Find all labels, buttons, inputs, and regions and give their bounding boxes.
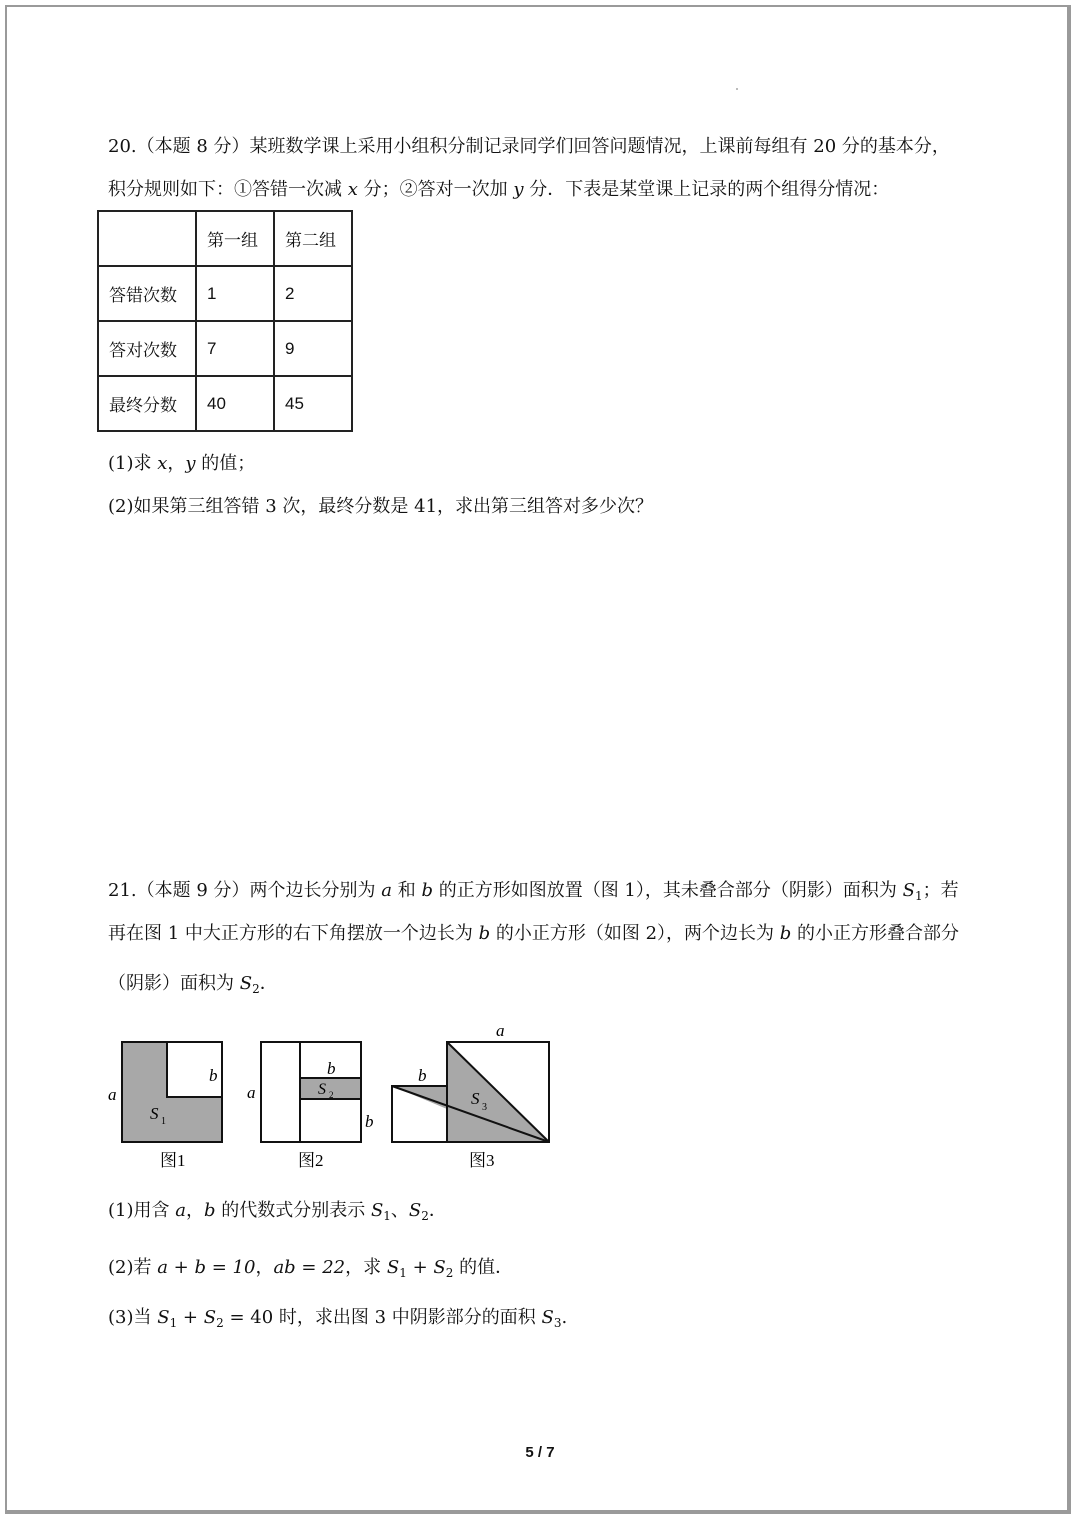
table-row-label: 答对次数 — [98, 321, 196, 376]
figure-3 — [392, 1024, 549, 1170]
label-s3-sub: 3 — [482, 1102, 487, 1113]
table-row-label: 最终分数 — [98, 376, 196, 431]
q20-sub2: (2)如果第三组答错 3 次，最终分数是 41，求出第三组答对多少次？ — [108, 496, 654, 517]
page-number: 5 / 7 — [525, 1444, 555, 1461]
fig2-caption: 图2 — [298, 1151, 324, 1170]
table-cell: 45 — [274, 376, 352, 431]
table-cell: 40 — [196, 376, 274, 431]
table-row — [98, 266, 352, 321]
label-s1: S — [150, 1104, 159, 1123]
table-cell: 1 — [196, 266, 274, 321]
fig3-caption: 图3 — [469, 1151, 495, 1170]
label-b: b — [418, 1066, 427, 1085]
label-s2-sub: 2 — [329, 1090, 334, 1100]
q20-line2: 积分规则如下：①答错一次减 x 分；②答对一次加 y 分．下表是某堂课上记录的两个组得分情况： — [108, 179, 890, 200]
q20-sub1: (1)求 x，y 的值； — [108, 453, 256, 474]
q21-sub3: (3)当 $S_1 + S_2 = 40$ 时，求出图 3 中阴影部分的面积 $S_3$. — [108, 1307, 568, 1330]
table-cell: 2 — [274, 266, 352, 321]
q21-line2: 再在图 1 中大正方形的右下角摆放一个边长为 b 的小正方形（如图 2），两个边长为 b 的小正方形叠合部分 — [108, 923, 960, 944]
q21-sub2: (2)若 a + b = 10，ab = 22，求 $S_1 + S_2$ 的值． — [108, 1257, 514, 1280]
q21-sub1: (1)用含 a，b 的代数式分别表示 $S_1$、$S_2$． — [108, 1200, 447, 1223]
scan-speck — [736, 88, 738, 90]
label-a: a — [108, 1085, 117, 1104]
label-s1-sub: 1 — [161, 1116, 166, 1127]
table-header-row — [98, 211, 352, 266]
q20-line1: 20.（本题 8 分）某班数学课上采用小组积分制记录同学们回答问题情况，上课前每组有 20 分的基本分， — [108, 136, 950, 157]
label-a: a — [496, 1024, 505, 1040]
q21-line3: （阴影）面积为 $S_2$． — [108, 973, 278, 996]
table-header-group1: 第一组 — [196, 211, 274, 266]
label-s2: S — [318, 1081, 326, 1098]
table-cell: 7 — [196, 321, 274, 376]
fig1-caption: 图1 — [160, 1151, 186, 1170]
table-row — [98, 376, 352, 431]
figure-1 — [108, 1042, 222, 1170]
label-b: b — [365, 1112, 374, 1131]
table-header-group2: 第二组 — [274, 211, 352, 266]
table-cell: 9 — [274, 321, 352, 376]
label-a: a — [247, 1083, 256, 1102]
score-table — [97, 210, 353, 432]
label-b: b — [327, 1059, 336, 1078]
figure-2 — [247, 1042, 374, 1170]
label-b: b — [209, 1066, 218, 1085]
label-s3: S — [471, 1089, 480, 1108]
table-row-label: 答错次数 — [98, 266, 196, 321]
table-row — [98, 321, 352, 376]
figures — [100, 1024, 560, 1174]
q21-line1: 21.（本题 9 分）两个边长分别为 a 和 b 的正方形如图放置（图 1），其未叠合部分（阴影）面积为 $S_1$；若 — [108, 880, 959, 903]
table-cell — [98, 211, 196, 266]
